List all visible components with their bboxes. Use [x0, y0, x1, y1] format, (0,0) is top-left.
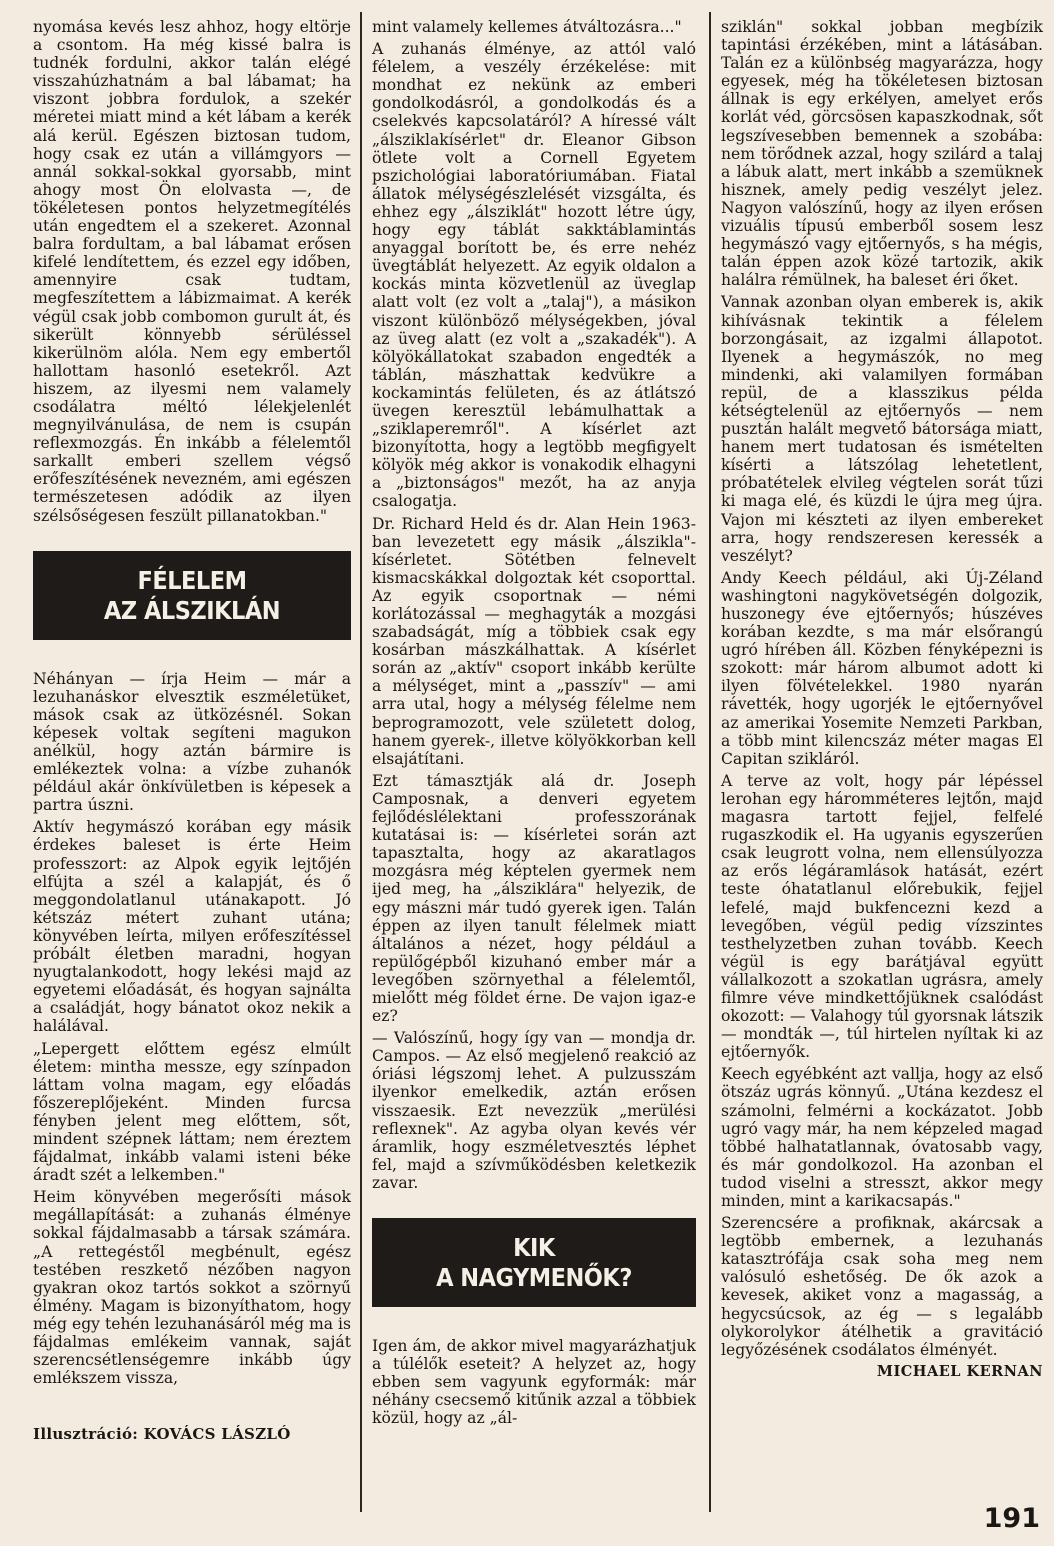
paragraph: sziklán" sokkal jobban megbízik tapintási érzékében, mint a látásában. Talán ez a különbség magyarázza, hogy egyesek, még ha tökéletesen biztosan állnak is egy erkélyen, amelyet erős korlát véd, görcsösen kapaszkodnak, sőt legszívesebben bemennek a szobába: nem törődnek azzal, hogy szilárd a talaj a lábuk alatt, mert inkább a szemüknek hisznek, amely pedig veszélyt jelez. Nagyon valószínű, hogy az ilyen erősen vizuális típusú emberből sosem lesz hegymászó vagy ejtőernyős, s ha mégis, talán éppen azok közé tartozik, akik halálra rémülnek, ha baleset éri őket.	[721, 18, 1043, 290]
column-2	[372, 18, 696, 1431]
paragraph: — Valószínű, hogy így van — mondja dr. Campos. — Az első megjelenő reakció az óriási légszomj lehet. A pulzusszám ilyenkor emelkedik, aztán erősen visszaesik. Ezt nevezzük „merülési reflexnek". Az agyba olyan kevés vér áramlik, hogy eszméletvesztés léphet fel, majd a szívműködésben keletkezik zavar.	[372, 1029, 696, 1192]
paragraph: Keech egyébként azt vallja, hogy az első ötszáz ugrás könnyű. „Utána kezdesz el számolni, felmérni a kockázatot. Jobb ugró vagy már, ha nem képzeled magad többé halhatatlannak, óvatosabb vagy, és már gondolkozol. Ha azonban el tudod viselni a stresszt, akkor megy minden, mint a karikacsapás."	[721, 1065, 1043, 1210]
paragraph: A terve az volt, hogy pár lépéssel lerohan egy háromméteres lejtőn, majd magasra tartott fejjel, felfelé rugaszkodik el. Ha ugyanis egyszerűen csak leugrott volna, nem ellensúlyozza az erős légáramlások hatását, ezért teste óhatatlanul előrebukik, fejjel lefelé, majd bukfencezni kezd a levegőben, végül pedig vízszintes testhelyzetben zuhan tovább. Keech végül is egy barátjával együtt vállalkozott a szokatlan ugrásra, amely filmre véve mindkettőjüknek csalódást okozott: — Valahogy túl gyorsnak látszik — mondták —, túl hirtelen nyíltak ki az ejtőernyők.	[721, 771, 1043, 1062]
column-1	[33, 18, 351, 1443]
paragraph: nyomása kevés lesz ahhoz, hogy eltörje a csontom. Ha még kissé balra is tudnék fordulni, akkor talán elégé visszahúzhatnám a bal lábamat; ha viszont jobbra fordulok, a szekér méretei miatt mind a két lábam a kerék alá kerül. Egészen biztosan tudom, hogy csak ez után a villámgyors — annál sokkal-sokkal gyorsabb, mint ahogy most Ön elolvasta —, de tökéletesen pontos helyzetmegítélés után engedtem el a szekeret. Azonnal balra fordultam, a bal lábamat erősen kifelé lendítettem, és ezzel egy időben, amennyire csak tudtam, megfeszítettem a lábizmaimat. A kerék végül csak jobb combomon gurult át, és sikerült könnyebb sérüléssel kikerülnöm alóla. Nem egy embertől hallottam hasonló esetekről. Azt hiszem, az ilyesmi nem valamely csodálatra méltó lélekjelenlét megnyilvánulása, de nem is csupán reflexmozgás. Én inkább a félelemtől sarkallt emberi szellem végső erőfeszítésének nevezném, ami egészen természetesen adódik az ilyen szélsőségesen feszült pillanatokban."	[33, 18, 351, 525]
heading-line: A NAGYMENŐK?	[436, 1263, 632, 1292]
paragraph: Heim könyvében megerősíti mások megállapítását: a zuhanás élménye sokkal fájdalmasabb a társak számára. „A rettegéstől megbénult, egész testében reszkető nézőben nagyon gyakran okoz tartós sokkot a szörnyű élmény. Magam is bizonyíthatom, hogy még egy tehén lezuhanásáról még ma is fájdalmas emlékeim vannak, saját szerencsétlenségemre inkább úgy emlékszem vissza,	[33, 1188, 351, 1388]
paragraph: Szerencsére a profiknak, akárcsak a legtöbb embernek, a lezuhanás katasztrófája csak soha meg nem valósuló eshetőség. De ők azok a kevesek, akiket vonz a magasság, a hegycsúcsok, az ég — s legalább olykorolykor átélhetik a gravitáció legyőzésének csodálatos élményét.	[721, 1214, 1043, 1359]
paragraph: mint valamely kellemes átváltozásra..."	[372, 18, 682, 36]
column-divider	[709, 12, 711, 1512]
paragraph: „Lepergett előttem egész elmúlt életem: mintha messze, egy színpadon láttam volna magam, egy előadás főszereplőjeként. Minden furcsa fényben jelent meg előttem, sőt, mindent szépnek láttam; nem éreztem fájdalmat, inkább valami isteni béke áradt szét a lelkemben."	[33, 1039, 351, 1185]
paragraph: Vannak azonban olyan emberek is, akik kihívásnak tekintik a félelem borzongásait, az izgalmi állapotot. Ilyenek a hegymászók, no meg mindenki, aki valamilyen formában repül, de a klasszikus példa kétségtelenül az ejtőernyős — nem pusztán halált megvető bátorsága miatt, hanem mert tudatosan és ismételten kísérti a látszólag lehetetlent, próbatételek elvileg végtelen sorát tűzi ki maga elé, és küzdi le újra meg újra. Vajon mi készteti az ilyen embereket arra, hogy rendszeresen keressék a veszélyt?	[721, 293, 1043, 565]
page-number: 191	[983, 1503, 1040, 1534]
paragraph: Andy Keech például, aki Új-Zéland washingtoni nagykövetségén dolgozik, huszonegy éve ejtőernyős; húszéves korában kezdte, s ma már elsőrangú ugró hírében áll. Közben fényképezni is szokott: már három albumot adott ki ilyen fölvételekkel. 1980 nyarán rávették, hogy ugorjék le ejtőernyővel az amerikai Yosemite Nemzeti Parkban, a több mint kilencszáz méter magas El Capitan szikláról.	[721, 568, 1043, 768]
column-divider	[360, 12, 362, 1512]
heading-line: AZ ÁLSZIKLÁN	[103, 595, 281, 625]
paragraph: Ezt támasztják alá dr. Joseph Camposnak, a denveri egyetem fejlődéslélektani professzorának kutatásai is: — kísérletei során azt tapasztalta, hogy az akaratlagos mozgásra még képtelen gyermek nem ijed meg, ha „álsziklára" helyezik, de egy mászni már tudó gyerek igen. Talán éppen az ilyen tanult félelmek miatt általános a nézet, hogy például a repülőgépből kizuhanó ember már a levegőben szörnyethal a félelemtől, mielőtt még földet érne. De vajon igaz-e ez?	[372, 771, 696, 1026]
section-heading-felelem	[33, 551, 351, 640]
author-byline: MICHAEL KERNAN	[876, 1362, 1043, 1380]
illustration-credit: Illusztráció: KOVÁCS LÁSZLÓ	[33, 1425, 291, 1444]
section-heading-nagymenok	[372, 1218, 696, 1307]
paragraph: Néhányan — írja Heim — már a lezuhanáskor elvesztik eszméletüket, mások csak az ütközésnél. Sokan képesek voltak segíteni magukon anélkül, hogy aztán bármire is emlékeztek volna: a vízbe zuhanók például akár önkívületben is képesek a partra úszni.	[33, 669, 351, 815]
heading-line: FÉLELEM	[137, 565, 247, 595]
paragraph: Igen ám, de akkor mivel magyarázhatjuk a túlélők eseteit? A helyzet az, hogy ebben sem vagyunk egyformák: már néhány csecsemő kitűnik azzal a többiek közül, hogy az „ál-	[372, 1337, 696, 1428]
column-3	[721, 18, 1043, 1381]
paragraph: A zuhanás élménye, az attól való félelem, a veszély érzékelése: mit mondhat ez nekünk az emberi gondolkodásról, a gondolkodás és a cselekvés kapcsolatáról? A híressé vált „álsziklakísérlet" dr. Eleanor Gibson ötlete volt a Cornell Egyetem pszichológiai laboratóriumában. Fiatal állatok mélységészlelését vizsgálta, és ehhez egy „álsziklát" hozott létre úgy, hogy egy táblát sakktáblamintás anyaggal borított be, és erre nehéz üvegtáblát helyezett. Az egyik oldalon a kockás minta közvetlenül az üveglap alatt volt (ez volt a „talaj"), a másikon viszont különböző mélységekben, jóval az üveg alatt (ez volt a „szakadék"). A kölyökállatokat szabadon engedték a táblán, mászhattak kedvükre a kockamintás felületen, és az átlátszó üvegen keresztül lebámulhattak a „sziklaperemről". A kísérlet azt bizonyította, hogy a legtöbb megfigyelt kölyök még akkor is vonakodik elhagyni a „biztonságos" mezőt, ha az anyja csalogatja.	[372, 40, 696, 511]
paragraph: Dr. Richard Held és dr. Alan Hein 1963-ban levezetett egy másik „álszikla"-kísérletet. Sötétben felnevelt kismacskákkal dolgoztak két csoporttal. Az egyik csoportnak — némi korlátozással — meghagyták a mozgási szabadságát, míg a többiek csak egy kosárban mászkálhattak. A kísérlet során az „aktív" csoport inkább kerülte a mélységet, mint a „passzív" — ami arra utal, hogy a mélység félelme nem beprogramozott, vele született dolog, hanem gyerek-, illetve kölyökkorban kell elsajátítani.	[372, 514, 696, 768]
heading-line: KIK	[513, 1233, 555, 1262]
paragraph: Aktív hegymászó korában egy másik érdekes baleset is érte Heim professzort: az Alpok egyik lejtőjén elfújta a szél a kalapját, és ő meggondolatlanul utánakapott. Jó kétszáz métert zuhant utána; könyvében leírta, milyen erőfeszítéssel próbált életben maradni, hogyan nyugtalankodott, hogy lekési majd az egyetemi előadását, és hogyan sajnálta a családját, hogy bánatot okoz nekik a halálával.	[33, 818, 351, 1036]
